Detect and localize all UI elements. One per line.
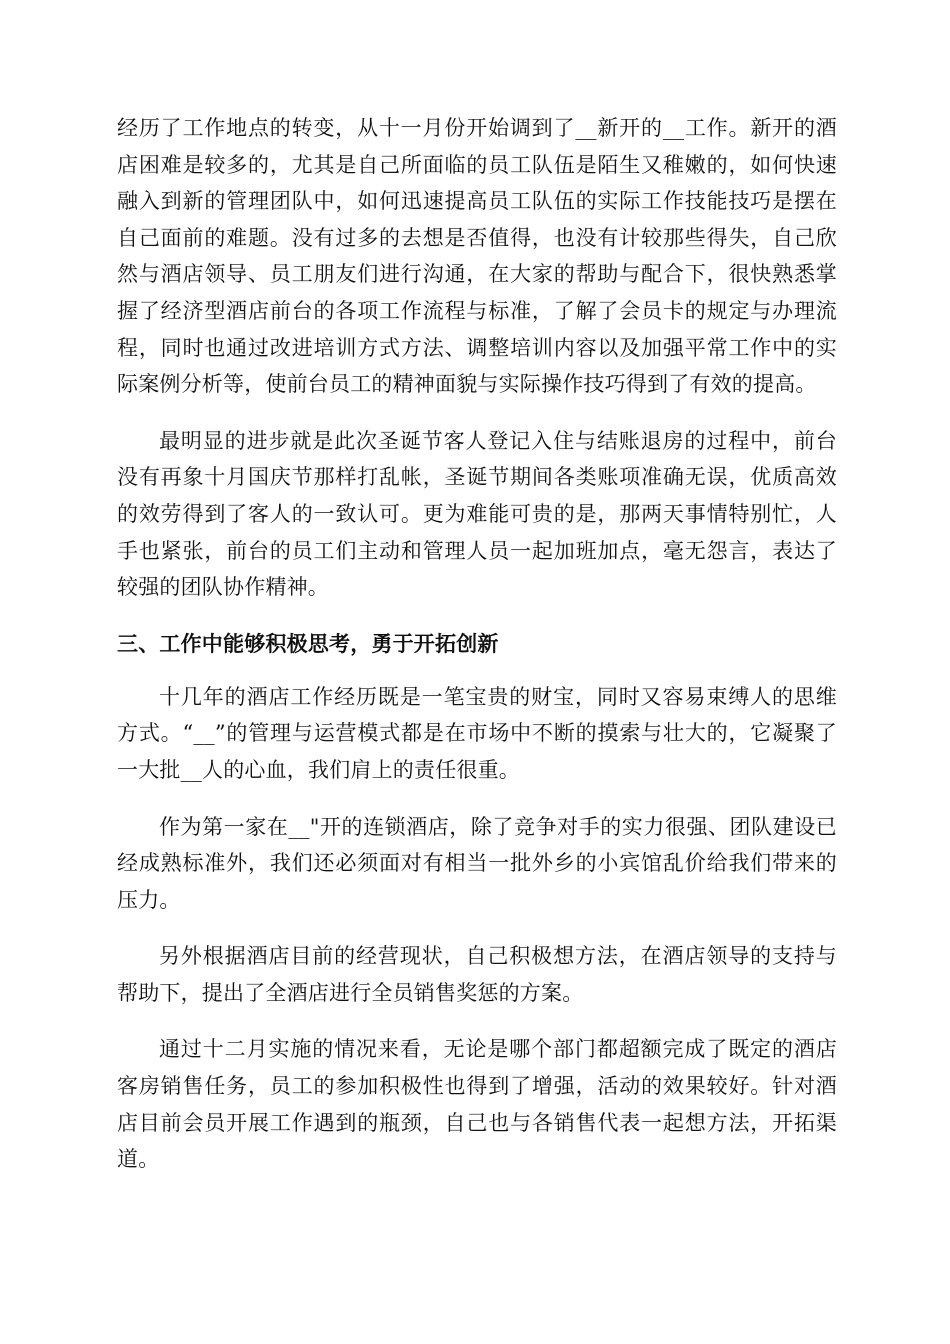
document-body bbox=[117, 110, 837, 1198]
paragraph-december-results: 通过十二月实施的情况来看，无论是哪个部门都超额完成了既定的酒店客房销售任务，员工的参加积极性也得到了增强，活动的效果较好。针对酒店目前会员开展工作遇到的瓶颈，自己也与各销售代表一起想方法，开拓渠道。 bbox=[117, 1037, 837, 1172]
paragraph-christmas-progress: 最明显的进步就是此次圣诞节客人登记入住与结账退房的过程中，前台没有再象十月国庆节那样打乱帐，圣诞节期间各类账项准确无误，优质高效的效劳得到了客人的一致认可。更为难能可贵的是，那两天事情特别忙，人手也紧张，前台的员工们主动和管理人员一起加班加点，毫无怨言，表达了较强的团队协作精神。 bbox=[117, 428, 837, 600]
paragraph-location-change: 经历了工作地点的转变，从十一月份开始调到了__新开的__工作。新开的酒店困难是较多的，尤其是自己所面临的员工队伍是陌生又稚嫩的，如何快速融入到新的管理团队中，如何迅速提高员工队伍的实际工作技能技巧是摆在自己面前的难题。没有过多的去想是否值得，也没有计较那些得失，自己欣然与酒店领导、员工朋友们进行沟通，在大家的帮助与配合下，很快熟悉掌握了经济型酒店前台的各项工作流程与标准，了解了会员卡的规定与办理流程，同时也通过改进培训方式方法、调整培训内容以及加强平常工作中的实际案例分析等，使前台员工的精神面貌与实际操作技巧得到了有效的提高。 bbox=[117, 116, 837, 397]
paragraph-sales-plan: 另外根据酒店目前的经营现状，自己积极想方法，在酒店领导的支持与帮助下，提出了全酒店进行全员销售奖惩的方案。 bbox=[117, 944, 837, 1005]
paragraph-first-chain-hotel: 作为第一家在__"开的连锁酒店，除了竞争对手的实力很强、团队建设已经成熟标准外，我们还必须面对有相当一批外乡的小宾馆乱价给我们带来的压力。 bbox=[117, 814, 837, 912]
section-heading: 三、工作中能够积极思考，勇于开拓创新 bbox=[117, 631, 499, 656]
paragraph-experience: 十几年的酒店工作经历既是一笔宝贵的财宝，同时又容易束缚人的思维方式。“__”的管理与运营模式都是在市场中不断的摸索与壮大的，它凝聚了一大批__人的心血，我们肩上的责任很重。 bbox=[117, 684, 837, 782]
